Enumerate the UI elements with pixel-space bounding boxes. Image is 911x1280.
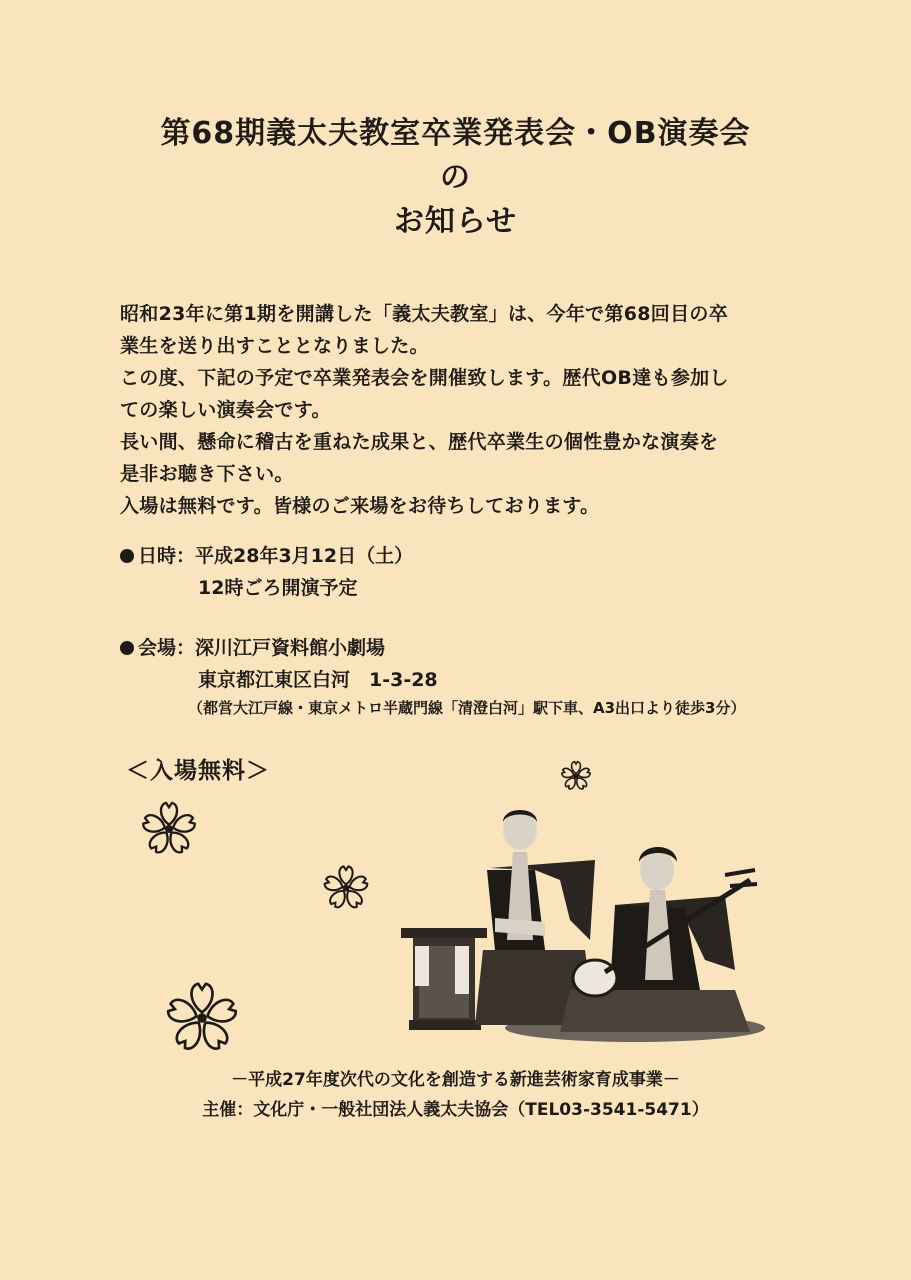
- venue-access: （都営大江戸線・東京メトロ半蔵門線「清澄白河」駅下車、A3出口より徒歩3分）: [188, 699, 746, 717]
- page-subtitle: お知らせ: [393, 204, 518, 239]
- lectern-illustration: [401, 928, 487, 1030]
- performers-illustration: [395, 800, 775, 1050]
- body-line: 是非お聴き下さい。: [120, 463, 294, 485]
- body-line: 業生を送り出すこととなりました。: [120, 335, 429, 357]
- program-credit: －平成27年度次代の文化を創造する新進芸術家育成事業－: [231, 1070, 680, 1090]
- venue-name: 深川江戸資料館小劇場: [195, 637, 386, 659]
- bullet-dot-icon: [120, 549, 134, 563]
- venue-label: 会場：: [138, 637, 196, 659]
- page-title: 第68期義太夫教室卒業発表会・OB演奏会: [160, 116, 751, 151]
- datetime-date: 平成28年3月12日（土）: [195, 545, 414, 567]
- cherry-blossom-icon: [164, 980, 240, 1056]
- title-block: [0, 112, 911, 244]
- datetime-label: 日時：: [138, 545, 196, 567]
- organizer-credit: 主催：文化庁・一般社団法人義太夫協会（TEL03-3541-5471）: [202, 1100, 709, 1120]
- venue-row: [120, 632, 385, 664]
- cherry-blossom-icon: [322, 864, 370, 912]
- body-line: 昭和23年に第1期を開講した「義太夫教室」は、今年で第68回目の卒: [120, 303, 729, 325]
- cherry-blossom-icon: [140, 800, 198, 858]
- announcement-body: [120, 298, 800, 522]
- body-line: 入場は無料です。皆様のご来場をお待ちしております。: [120, 495, 600, 517]
- bullet-dot-icon: [120, 641, 134, 655]
- datetime-time: 12時ごろ開演予定: [198, 577, 358, 599]
- admission-free-label: ＜入場無料＞: [126, 758, 270, 784]
- page-title-particle: の: [440, 160, 471, 195]
- venue-address: 東京都江東区白河 1-3-28: [198, 669, 438, 691]
- datetime-row: [120, 540, 413, 572]
- body-line: この度、下記の予定で卒業発表会を開催致します。歴代OB達も参加し: [120, 367, 729, 389]
- body-line: ての楽しい演奏会です。: [120, 399, 331, 421]
- body-line: 長い間、懸命に稽古を重ねた成果と、歴代卒業生の個性豊かな演奏を: [120, 431, 719, 453]
- cherry-blossom-icon: [560, 760, 592, 792]
